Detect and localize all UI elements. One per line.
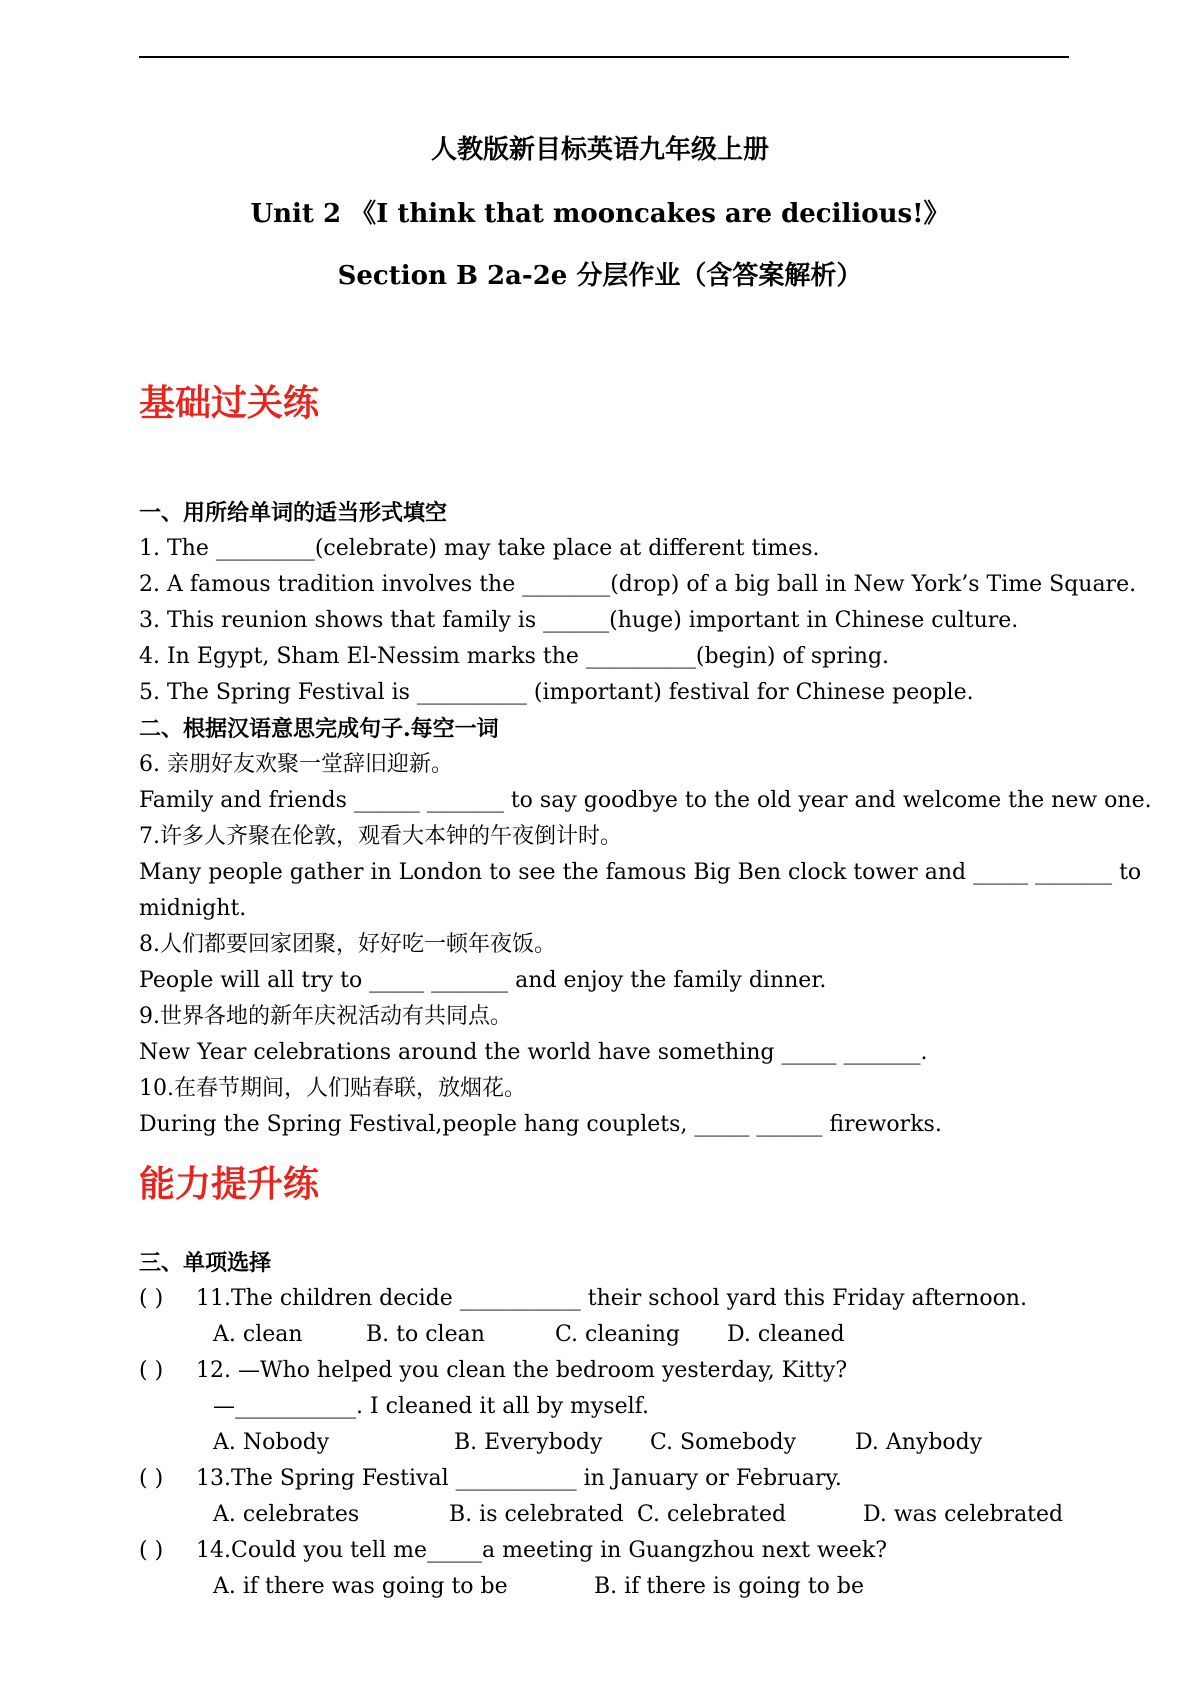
question-12-option-b: B. Everybody bbox=[454, 1430, 603, 1455]
question-7-english-cont: midnight. bbox=[139, 896, 247, 921]
question-11-option-b: B. to clean bbox=[366, 1322, 485, 1347]
question-11-option-d: D. cleaned bbox=[727, 1322, 845, 1347]
part1-heading: 基础过关练 bbox=[139, 382, 320, 424]
question-11-paren: ( ) bbox=[139, 1286, 164, 1311]
question-13-stem: 13.The Spring Festival ___________ in January or February. bbox=[196, 1466, 842, 1491]
question-12-option-c: C. Somebody bbox=[650, 1430, 797, 1455]
question-3: 3. This reunion shows that family is ______(huge) important in Chinese culture. bbox=[139, 608, 1019, 633]
section3-title: 三、单项选择 bbox=[139, 1250, 272, 1276]
question-10-chinese: 10.在春节期间，人们贴春联，放烟花。 bbox=[139, 1076, 526, 1101]
question-8-chinese: 8.人们都要回家团聚，好好吃一顿年夜饭。 bbox=[139, 932, 556, 957]
question-5: 5. The Spring Festival is __________ (important) festival for Chinese people. bbox=[139, 680, 974, 705]
question-12-stem: 12. —Who helped you clean the bedroom yesterday, Kitty? bbox=[196, 1358, 848, 1383]
document-title: 人教版新目标英语九年级上册 bbox=[430, 135, 769, 165]
question-12-answer-line: —___________. I cleaned it all by myself. bbox=[213, 1394, 649, 1419]
question-13-option-b: B. is celebrated bbox=[449, 1502, 624, 1527]
section2-title: 二、根据汉语意思完成句子.每空一词 bbox=[139, 716, 499, 742]
question-7-chinese: 7.许多人齐聚在伦敦，观看大本钟的午夜倒计时。 bbox=[139, 824, 622, 849]
question-8-english: People will all try to _____ _______ and enjoy the family dinner. bbox=[139, 968, 827, 993]
question-12-option-d: D. Anybody bbox=[855, 1430, 983, 1455]
section1-title: 一、用所给单词的适当形式填空 bbox=[139, 500, 448, 526]
unit-title: Unit 2 《I think that mooncakes are decilious!》 bbox=[250, 199, 950, 229]
question-7-english: Many people gather in London to see the famous Big Ben clock tower and _____ _______ to bbox=[139, 860, 1142, 885]
section-title: Section B 2a-2e 分层作业（含答案解析） bbox=[337, 261, 863, 291]
part2-heading: 能力提升练 bbox=[139, 1163, 320, 1205]
question-14-option-b: B. if there is going to be bbox=[594, 1574, 864, 1599]
question-11-stem: 11.The children decide ___________ their school yard this Friday afternoon. bbox=[196, 1286, 1027, 1311]
question-9-english: New Year celebrations around the world have something _____ _______. bbox=[139, 1040, 928, 1065]
question-6-chinese: 6. 亲朋好友欢聚一堂辞旧迎新。 bbox=[139, 752, 453, 777]
question-1: 1. The _________(celebrate) may take place at different times. bbox=[139, 536, 820, 561]
question-13-option-c: C. celebrated bbox=[637, 1502, 787, 1527]
question-13-paren: ( ) bbox=[139, 1466, 164, 1491]
question-14-stem: 14.Could you tell me_____a meeting in Guangzhou next week? bbox=[196, 1538, 888, 1563]
question-11-option-a: A. clean bbox=[213, 1322, 303, 1347]
question-6-english: Family and friends ______ _______ to say goodbye to the old year and welcome the new one. bbox=[139, 788, 1152, 813]
question-13-option-d: D. was celebrated bbox=[863, 1502, 1064, 1527]
question-4: 4. In Egypt, Sham El-Nessim marks the __________(begin) of spring. bbox=[139, 644, 890, 669]
question-9-chinese: 9.世界各地的新年庆祝活动有共同点。 bbox=[139, 1004, 512, 1029]
question-10-english: During the Spring Festival,people hang couplets, _____ ______ fireworks. bbox=[139, 1112, 942, 1137]
question-13-option-a: A. celebrates bbox=[213, 1502, 360, 1527]
question-2: 2. A famous tradition involves the ________(drop) of a big ball in New York’s Time Square. bbox=[139, 572, 1137, 597]
question-11-option-c: C. cleaning bbox=[555, 1322, 680, 1347]
question-14-paren: ( ) bbox=[139, 1538, 164, 1563]
question-12-option-a: A. Nobody bbox=[213, 1430, 330, 1455]
question-12-paren: ( ) bbox=[139, 1358, 164, 1383]
header-rule bbox=[139, 56, 1069, 58]
question-14-option-a: A. if there was going to be bbox=[213, 1574, 508, 1599]
